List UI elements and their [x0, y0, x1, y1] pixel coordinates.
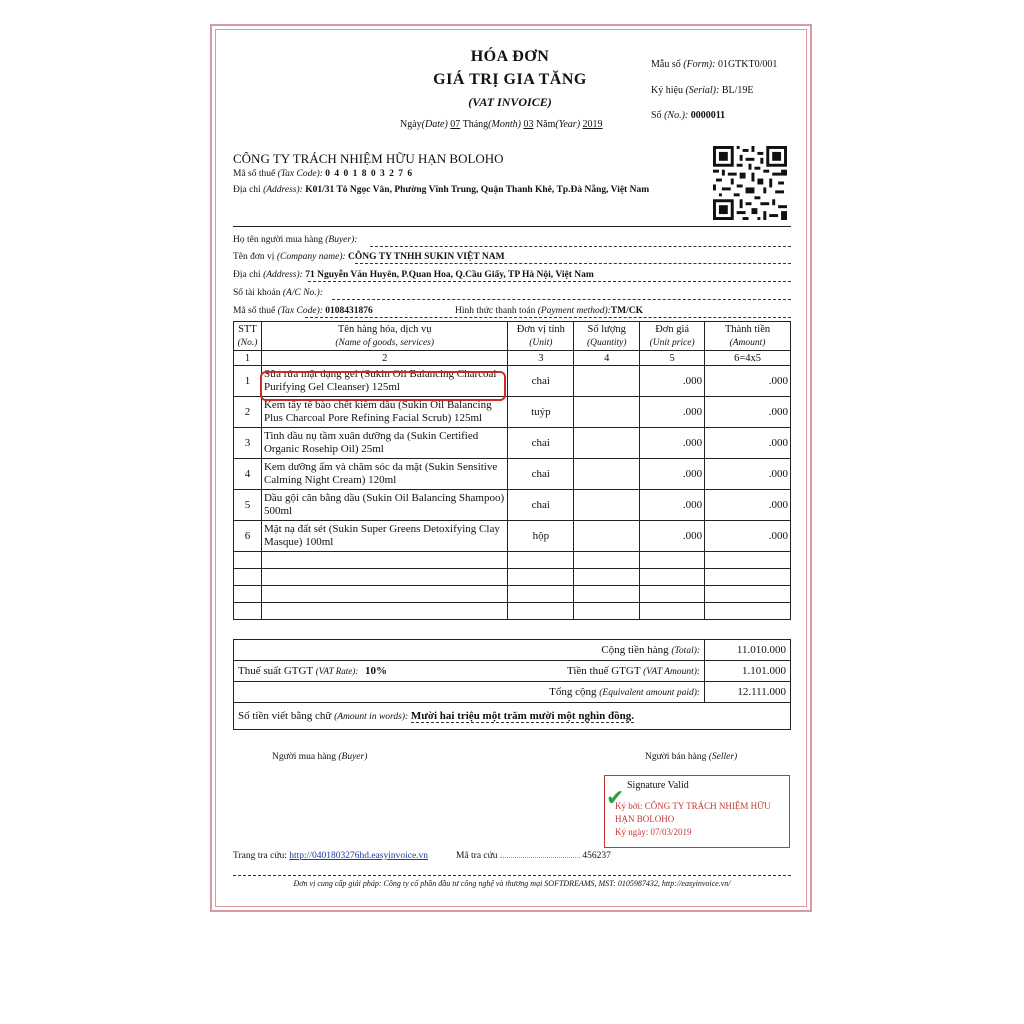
grand-total-value: 12.111.000 — [705, 682, 791, 703]
vat-rate: 10% — [365, 665, 388, 677]
vat-rate-label: Thuế suất GTGT (VAT Rate): — [238, 665, 359, 677]
vat-amount: 1.101.000 — [705, 661, 791, 682]
date-day: 07 — [450, 119, 461, 130]
buyer-company: Tên đơn vị (Company name): CÔNG TY TNHH SUKIN VIỆT NAM — [233, 252, 505, 262]
signed-date: Ký ngày: 07/03/2019 — [615, 827, 692, 837]
col-header-no: STT (No.) — [234, 322, 262, 351]
quantity-redacted — [574, 366, 640, 397]
table-row: 1 Sữa rửa mặt dạng gel (Sukin Oil Balancing Charcoal Purifying Gel Cleanser) 125ml chai .000 .000 — [234, 366, 791, 397]
buyer-address-line — [308, 281, 791, 282]
table-row: 3 Tinh dầu nụ tầm xuân dưỡng da (Sukin Certified Organic Rosehip Oil) 25ml chai .000 .000 — [234, 428, 791, 459]
buyer-tax-code: Mã số thuế (Tax Code): 0108431876 — [233, 306, 373, 316]
table-row: 2 Kem tẩy tế bào chết kiềm dầu (Sukin Oil Balancing Plus Charcoal Pore Refining Facial Scrub) 125ml tuýp .000 .000 — [234, 397, 791, 428]
quantity-redacted — [574, 490, 640, 521]
buyer-account: Số tài khoản (A/C No.): — [233, 288, 323, 298]
table-row: 5 Dầu gội cân bằng dầu (Sukin Oil Balancing Shampoo) 500ml chai .000 .000 — [234, 490, 791, 521]
invoice-subtitle: GIÁ TRỊ GIA TĂNG — [433, 71, 587, 88]
section-divider — [233, 226, 791, 227]
qr-code — [713, 146, 787, 220]
lookup-code: Mã tra cứu 456237 — [456, 851, 611, 861]
provider-info: Đơn vị cung cấp giải pháp: Công ty cổ phần đầu tư công nghệ và thương mại SOFTDREAMS, MST: 0105987432, http://easyinvoice.vn/ — [293, 879, 731, 888]
amount-in-words: Mười hai triệu một trăm mười một nghìn đồng. — [410, 710, 634, 722]
grand-total-row: Tổng cộng (Equivalent amount paid): 12.111.000 — [234, 682, 791, 703]
subtotal-row: Cộng tiền hàng (Total): 11.010.000 — [234, 640, 791, 661]
col-header-unit: Đơn vị tính (Unit) — [508, 322, 574, 351]
col-header-name: Tên hàng hóa, dịch vụ (Name of goods, services) — [261, 322, 507, 351]
buyer-name-label: Họ tên người mua hàng (Buyer): — [233, 235, 358, 245]
lookup-info: Trang tra cứu: http://0401803276hd.easyinvoice.vn — [233, 851, 429, 861]
vat-row: Thuế suất GTGT (VAT Rate): 10% Tiền thuế GTGT (VAT Amount): 1.101.000 — [234, 661, 791, 682]
invoice-number: Số (No.): 0000011 — [651, 110, 726, 121]
empty-row — [234, 603, 791, 620]
seller-address: Địa chỉ (Address): K01/31 Tô Ngọc Vân, Phường Vĩnh Trung, Quận Thanh Khê, Tp.Đà Nẵng, Việt Nam — [233, 185, 650, 195]
empty-row — [234, 586, 791, 603]
lookup-link[interactable]: http://0401803276hd.easyinvoice.vn — [289, 851, 429, 861]
quantity-redacted — [574, 397, 640, 428]
totals-table — [233, 639, 791, 730]
signed-by: Ký bởi: CÔNG TY TRÁCH NHIỆM HỮU HẠN BOLOHO — [615, 801, 771, 824]
table-header-row — [234, 322, 791, 351]
empty-row — [234, 569, 791, 586]
buyer-signature-label: Người mua hàng (Buyer) — [272, 752, 368, 762]
highlight-box — [260, 371, 506, 401]
col-header-quantity: Số lượng (Quantity) — [574, 322, 640, 351]
quantity-redacted — [574, 459, 640, 490]
date-year: 2019 — [582, 119, 603, 130]
table-row: 6 Mặt nạ đất sét (Sukin Super Greens Detoxifying Clay Masque) 100ml hộp .000 .000 — [234, 521, 791, 552]
checkmark-icon: ✔ — [606, 785, 625, 810]
payment-method: Hình thức thanh toán (Payment method):TM/CK — [455, 306, 643, 316]
buyer-address: Địa chỉ (Address): 71 Nguyễn Văn Huyên, P.Quan Hoa, Q.Cầu Giấy, TP Hà Nội, Việt Nam — [233, 270, 594, 280]
seller-signature-label: Người bán hàng (Seller) — [645, 752, 738, 762]
buyer-account-line — [332, 299, 791, 300]
quantity-redacted — [574, 521, 640, 552]
col-header-amount: Thành tiền (Amount) — [705, 322, 791, 351]
buyer-name-line — [370, 246, 791, 247]
invoice-title: HÓA ĐƠN — [470, 48, 550, 65]
signature-valid-text: Signature Valid — [627, 780, 689, 791]
quantity-redacted — [574, 428, 640, 459]
seller-name: CÔNG TY TRÁCH NHIỆM HỮU HẠN BOLOHO — [233, 151, 504, 166]
table-row: 4 Kem dưỡng ẩm và chăm sóc da mặt (Sukin Sensitive Calming Night Cream) 120ml chai .000 .000 — [234, 459, 791, 490]
buyer-tax-line — [305, 317, 791, 318]
buyer-company-line — [355, 263, 791, 264]
subtotal-value: 11.010.000 — [705, 640, 791, 661]
items-table — [233, 321, 791, 620]
lookup-code-redacted — [500, 857, 580, 858]
form-number: Mẫu số (Form): 01GTKT0/001 — [651, 59, 778, 70]
empty-row — [234, 552, 791, 569]
invoice-title-en: (VAT INVOICE) — [468, 95, 552, 109]
amount-in-words-row: Số tiền viết bằng chữ (Amount in words): Mười hai triệu một trăm mười một nghìn đồng. — [234, 703, 791, 730]
footer-divider — [233, 875, 791, 876]
column-number-row: 1 2 3 4 5 6=4x5 — [234, 351, 791, 366]
seller-tax-code: Mã số thuế (Tax Code): 0 4 0 1 8 0 3 2 7 6 — [233, 169, 414, 179]
serial-number: Ký hiệu (Serial): BL/19E — [651, 85, 754, 96]
col-header-price: Đơn giá (Unit price) — [640, 322, 705, 351]
date-month: 03 — [523, 119, 534, 130]
invoice-date: Ngày(Date) 07 Tháng(Month) 03 Năm(Year) 2019 — [400, 119, 603, 130]
